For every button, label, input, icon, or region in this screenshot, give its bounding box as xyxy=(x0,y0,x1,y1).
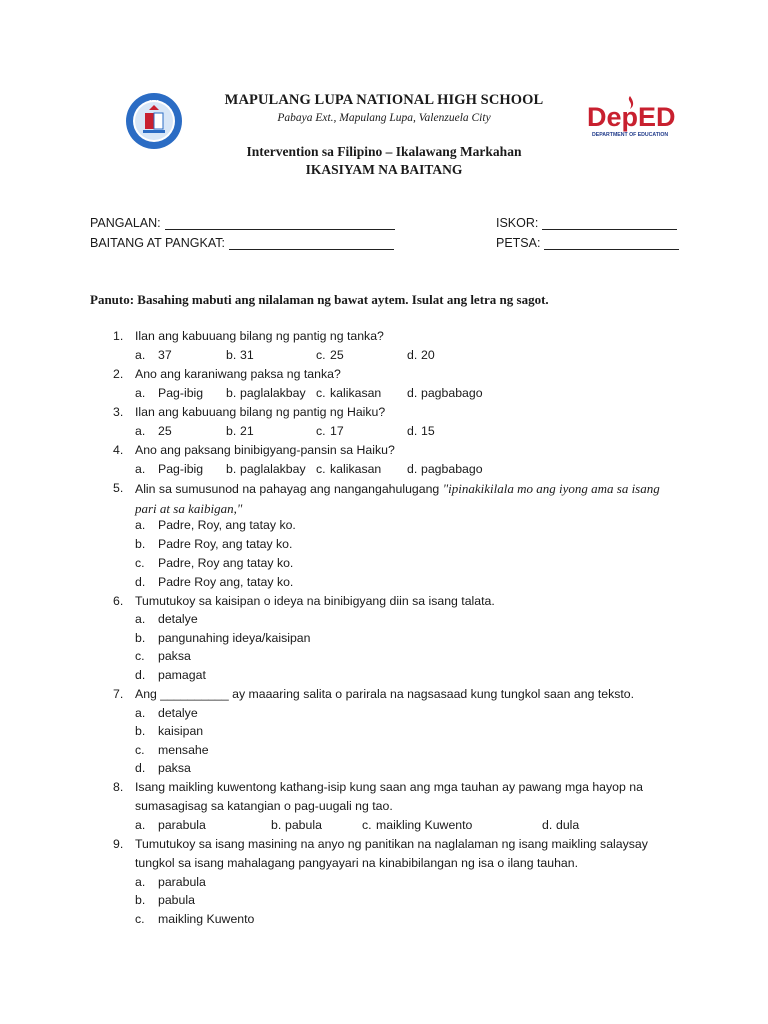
option-text: pamagat xyxy=(158,668,206,682)
name-blank[interactable] xyxy=(165,217,395,230)
option-8d[interactable] xyxy=(542,816,579,835)
option-7b[interactable] xyxy=(135,722,203,741)
question-number: 9. xyxy=(113,837,124,851)
option-text: 20 xyxy=(421,348,435,362)
score-field[interactable] xyxy=(496,216,677,230)
option-1a[interactable] xyxy=(135,346,172,365)
date-blank[interactable] xyxy=(544,237,679,250)
question-number: 1. xyxy=(113,329,124,343)
question-5 xyxy=(113,479,673,519)
option-text: Padre Roy, ang tatay ko. xyxy=(158,537,293,551)
option-text: 31 xyxy=(240,348,254,362)
option-6a[interactable] xyxy=(135,610,198,629)
option-3c[interactable] xyxy=(316,422,344,441)
question-text: Isang maikling kuwentong kathang-isip kung saan ang mga tauhan ay pawang mga hayop na sumasagisag sa katangian o pag-uugali ng tao. xyxy=(135,780,643,813)
question-number: 7. xyxy=(113,687,124,701)
option-letter: a. xyxy=(135,424,146,438)
option-text: parabula xyxy=(158,818,206,832)
option-text: Pag-ibig xyxy=(158,462,204,476)
option-2c[interactable] xyxy=(316,384,381,403)
grade-level: IKASIYAM NA BAITANG xyxy=(305,162,463,177)
question-number: 2. xyxy=(113,367,124,381)
option-1c[interactable] xyxy=(316,346,344,365)
option-text: detalye xyxy=(158,612,198,626)
option-7a[interactable] xyxy=(135,704,198,723)
option-5c[interactable] xyxy=(135,554,293,573)
option-text: detalye xyxy=(158,706,198,720)
option-letter: a. xyxy=(135,348,146,362)
option-letter: d. xyxy=(135,761,146,775)
option-text: 17 xyxy=(330,424,344,438)
name-label: PANGALAN: xyxy=(90,216,161,230)
option-text: pabula xyxy=(285,818,322,832)
school-name: MAPULANG LUPA NATIONAL HIGH SCHOOL xyxy=(224,92,544,108)
option-letter: a. xyxy=(135,518,146,532)
option-text: Pag-ibig xyxy=(158,386,204,400)
option-text: 25 xyxy=(330,348,344,362)
question-text: Ano ang karaniwang paksa ng tanka? xyxy=(135,367,341,381)
option-text: kalikasan xyxy=(330,386,382,400)
option-8b[interactable] xyxy=(271,816,322,835)
section-label: BAITANG AT PANGKAT: xyxy=(90,236,225,250)
question-text: Ang __________ ay maaaring salita o parirala na nagsasaad kung tungkol saan ang teksto. xyxy=(135,687,635,701)
score-blank[interactable] xyxy=(542,217,677,230)
section-blank[interactable] xyxy=(229,237,394,250)
option-letter: a. xyxy=(135,875,146,889)
option-1d[interactable] xyxy=(407,346,435,365)
question-8 xyxy=(113,778,673,816)
date-field[interactable] xyxy=(496,236,679,250)
option-1b[interactable] xyxy=(226,346,254,365)
option-2b[interactable] xyxy=(226,384,306,403)
option-letter: c. xyxy=(135,743,145,757)
option-text: Padre, Roy ang tatay ko. xyxy=(158,556,294,570)
question-text: Ilan ang kabuuang bilang ng pantig ng Haiku? xyxy=(135,405,386,419)
school-address: Pabaya Ext., Mapulang Lupa, Valenzuela City xyxy=(277,112,491,124)
question-text: Ilan ang kabuuang bilang ng pantig ng tanka? xyxy=(135,329,384,343)
option-text: pangunahing ideya/kaisipan xyxy=(158,631,311,645)
option-4d[interactable] xyxy=(407,460,483,479)
option-3d[interactable] xyxy=(407,422,435,441)
option-letter: c. xyxy=(316,348,326,362)
question-9 xyxy=(113,835,673,873)
option-letter: a. xyxy=(135,818,146,832)
option-4c[interactable] xyxy=(316,460,381,479)
option-letter: c. xyxy=(135,556,145,570)
option-letter: d. xyxy=(407,386,418,400)
option-text: Padre Roy ang, tatay ko. xyxy=(158,575,294,589)
option-letter: c. xyxy=(316,386,326,400)
name-field[interactable] xyxy=(90,216,395,230)
option-letter: c. xyxy=(316,462,326,476)
option-letter: d. xyxy=(407,462,418,476)
option-text: pagbabago xyxy=(421,386,483,400)
option-letter: b. xyxy=(271,818,282,832)
option-letter: d. xyxy=(542,818,553,832)
option-5b[interactable] xyxy=(135,535,292,554)
option-text: 21 xyxy=(240,424,254,438)
option-text: kaisipan xyxy=(158,724,204,738)
option-letter: b. xyxy=(226,462,237,476)
option-8c[interactable] xyxy=(362,816,472,835)
question-number: 6. xyxy=(113,594,124,608)
question-number: 3. xyxy=(113,405,124,419)
option-letter: b. xyxy=(135,893,146,907)
option-text: maikling Kuwento xyxy=(158,912,255,926)
option-text: maikling Kuwento xyxy=(376,818,473,832)
option-letter: b. xyxy=(135,537,146,551)
option-text: 25 xyxy=(158,424,172,438)
option-6c[interactable] xyxy=(135,647,191,666)
deped-logo-text: DepED xyxy=(587,102,676,132)
option-letter: d. xyxy=(135,575,146,589)
option-9a[interactable] xyxy=(135,873,206,892)
section-field[interactable] xyxy=(90,236,394,250)
option-text: Padre, Roy, ang tatay ko. xyxy=(158,518,296,532)
question-quote: "ipinakikilala mo ang iyong ama sa isang pari at sa kaibigan," xyxy=(135,481,660,516)
option-5d[interactable] xyxy=(135,573,293,592)
question-text: Tumutukoy sa kaisipan o ideya na binibigyang diin sa isang talata. xyxy=(135,594,495,608)
question-text: Alin sa sumusunod na pahayag ang nangangahulugang xyxy=(135,482,443,496)
option-letter: d. xyxy=(407,348,418,362)
option-letter: c. xyxy=(135,649,145,663)
question-2 xyxy=(113,365,341,384)
option-text: pabula xyxy=(158,893,195,907)
option-2a[interactable] xyxy=(135,384,203,403)
option-text: paksa xyxy=(158,649,191,663)
question-number: 5. xyxy=(113,481,124,495)
question-6 xyxy=(113,592,495,611)
option-7c[interactable] xyxy=(135,741,209,760)
question-number: 8. xyxy=(113,780,124,794)
option-6b[interactable] xyxy=(135,629,310,648)
option-2d[interactable] xyxy=(407,384,483,403)
option-text: dula xyxy=(556,818,580,832)
option-text: paglalakbay xyxy=(240,386,306,400)
question-number: 4. xyxy=(113,443,124,457)
option-9b[interactable] xyxy=(135,891,195,910)
option-text: paksa xyxy=(158,761,191,775)
option-text: pagbabago xyxy=(421,462,483,476)
option-letter: b. xyxy=(226,386,237,400)
option-letter: b. xyxy=(226,424,237,438)
option-letter: c. xyxy=(316,424,326,438)
option-3a[interactable] xyxy=(135,422,172,441)
question-4 xyxy=(113,441,395,460)
subject-title: Intervention sa Filipino – Ikalawang Markahan xyxy=(246,144,522,159)
option-4a[interactable] xyxy=(135,460,203,479)
option-text: 15 xyxy=(421,424,435,438)
option-letter: a. xyxy=(135,386,146,400)
option-5a[interactable] xyxy=(135,516,296,535)
deped-logo-subtext: DEPARTMENT OF EDUCATION xyxy=(592,132,669,138)
option-6d[interactable] xyxy=(135,666,206,685)
option-letter: c. xyxy=(362,818,372,832)
option-letter: a. xyxy=(135,612,146,626)
option-letter: c. xyxy=(135,912,145,926)
question-3 xyxy=(113,403,385,422)
option-3b[interactable] xyxy=(226,422,254,441)
option-text: paglalakbay xyxy=(240,462,306,476)
option-9c[interactable] xyxy=(135,910,254,929)
question-1 xyxy=(113,327,384,346)
option-letter: a. xyxy=(135,462,146,476)
option-4b[interactable] xyxy=(226,460,306,479)
option-letter: b. xyxy=(135,631,146,645)
option-text: kalikasan xyxy=(330,462,382,476)
question-text: Tumutukoy sa isang masining na anyo ng panitikan na naglalaman ng isang maikling salaysay tungkol sa isang mahalagang pangyayari na kinabibilangan ng isa o ilang tauhan. xyxy=(135,837,648,870)
option-text: parabula xyxy=(158,875,206,889)
option-letter: a. xyxy=(135,706,146,720)
question-7 xyxy=(113,685,634,704)
option-text: mensahe xyxy=(158,743,209,757)
directions: Panuto: Basahing mabuti ang nilalaman ng bawat aytem. Isulat ang letra ng sagot. xyxy=(90,292,549,307)
score-label: ISKOR: xyxy=(496,216,539,230)
option-letter: b. xyxy=(135,724,146,738)
option-text: 37 xyxy=(158,348,172,362)
option-7d[interactable] xyxy=(135,759,191,778)
svg-text:●●●●: ●●●● xyxy=(149,98,159,103)
date-label: PETSA: xyxy=(496,236,541,250)
option-letter: d. xyxy=(135,668,146,682)
question-text: Ano ang paksang binibigyang-pansin sa Haiku? xyxy=(135,443,395,457)
option-letter: b. xyxy=(226,348,237,362)
option-letter: d. xyxy=(407,424,418,438)
option-8a[interactable] xyxy=(135,816,206,835)
